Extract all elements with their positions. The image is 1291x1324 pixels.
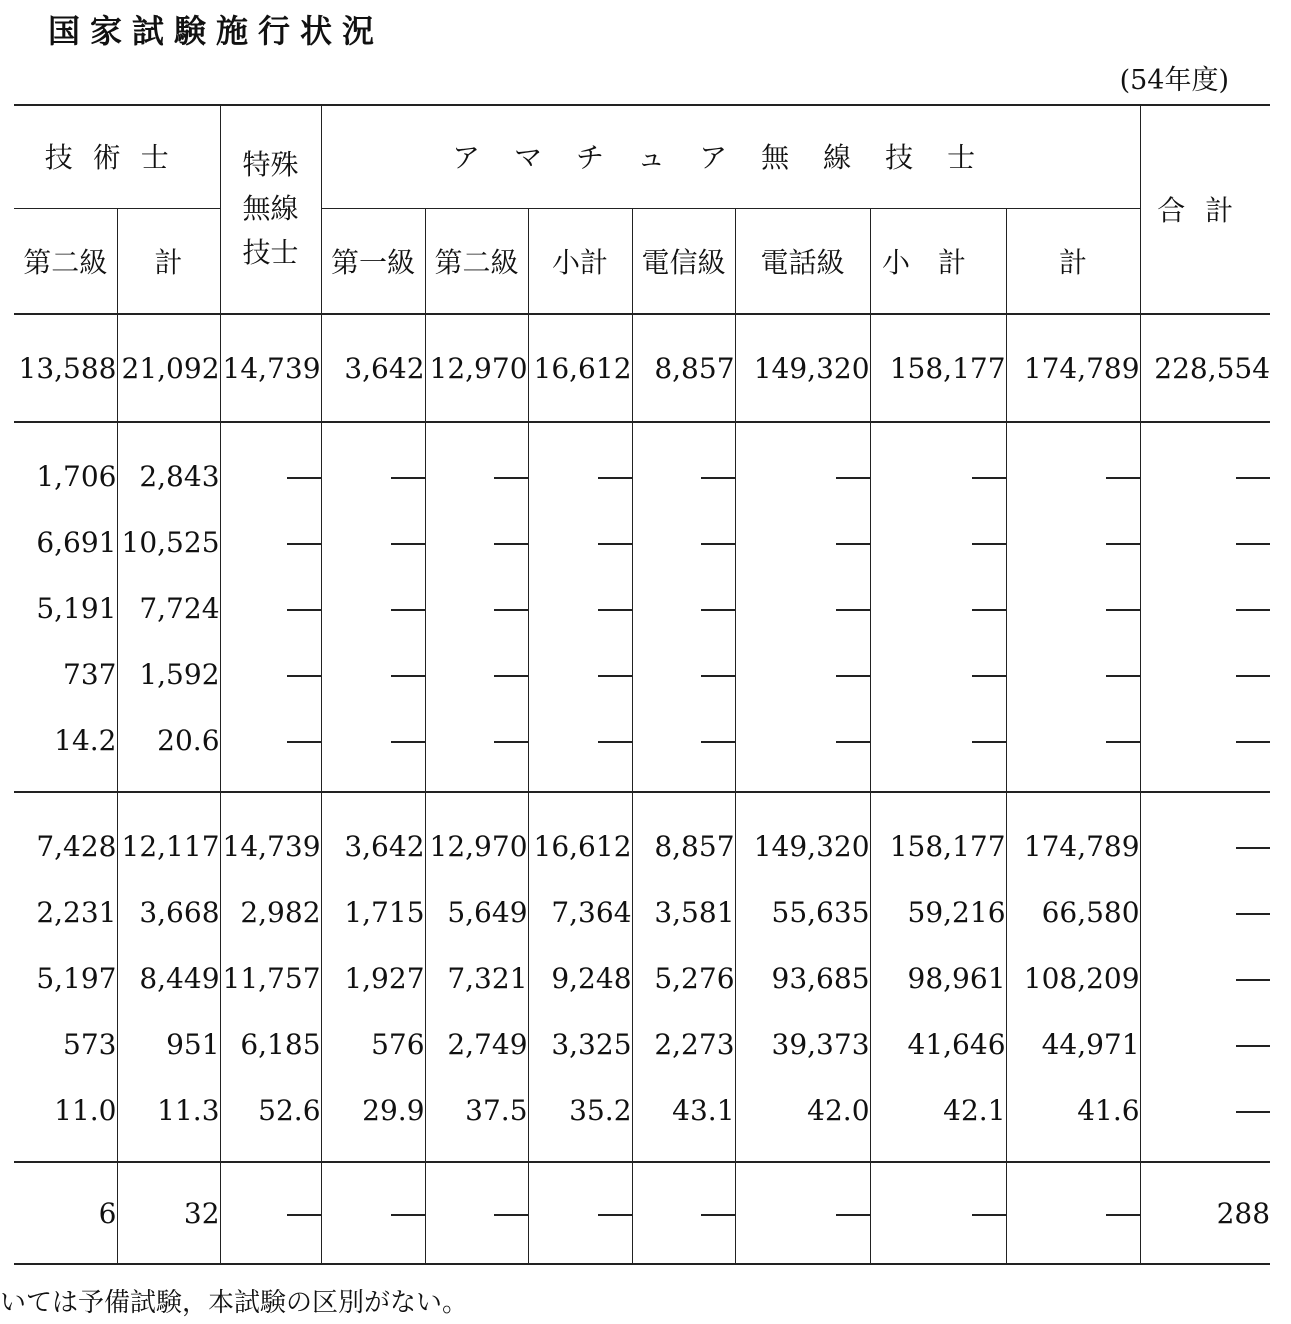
table-cell xyxy=(870,423,1006,509)
table-cell xyxy=(632,641,735,707)
dash-mark xyxy=(972,609,1006,611)
table-cell: 29.9 xyxy=(321,1077,425,1162)
table-cell xyxy=(1140,509,1270,575)
table-cell: 174,789 xyxy=(1006,793,1140,879)
table-cell xyxy=(321,575,425,641)
table-cell: 3,581 xyxy=(632,879,735,945)
table-cell: 44,971 xyxy=(1006,1011,1140,1077)
dash-mark xyxy=(598,741,632,743)
table-cell: 6 xyxy=(14,1163,117,1264)
table-cell xyxy=(1006,575,1140,641)
dash-mark xyxy=(836,741,870,743)
table-cell: 149,320 xyxy=(735,314,870,422)
dash-mark xyxy=(1236,477,1270,479)
table-cell: 7,724 xyxy=(117,575,220,641)
table-cell xyxy=(735,575,870,641)
table-cell: 737 xyxy=(63,657,117,691)
table-cell xyxy=(425,1163,528,1264)
dash-mark xyxy=(1236,609,1270,611)
table-cell: 3,642 xyxy=(321,793,425,879)
dash-mark xyxy=(287,741,321,743)
dash-mark xyxy=(836,543,870,545)
table-cell: 14.2 xyxy=(54,723,117,757)
table-cell: 1,715 xyxy=(321,879,425,945)
subheader-cell: 第二級 xyxy=(425,209,528,315)
dash-mark xyxy=(598,543,632,545)
table-cell: 32 xyxy=(117,1163,220,1264)
table-row xyxy=(14,707,1270,792)
subheader-cell: 小計 xyxy=(528,209,632,315)
table-cell: 228,554 xyxy=(1140,314,1270,422)
table-cell xyxy=(528,423,632,509)
table-cell xyxy=(870,575,1006,641)
table-cell: 14,739 xyxy=(220,314,321,422)
dash-mark xyxy=(494,543,528,545)
table-row xyxy=(14,314,1270,422)
table-cell: 288 xyxy=(1140,1163,1270,1264)
header-tokushu: 特殊 無線 技士 xyxy=(220,104,321,314)
table-row xyxy=(14,1077,1270,1162)
dash-mark xyxy=(598,609,632,611)
table-cell: 13,588 xyxy=(18,351,117,385)
dash-mark xyxy=(1236,675,1270,677)
page-title: 国家試験施行状況 xyxy=(48,12,385,50)
table-cell xyxy=(735,707,870,792)
dash-mark xyxy=(836,477,870,479)
table-cell: 5,649 xyxy=(425,879,528,945)
table-cell: 98,961 xyxy=(870,945,1006,1011)
table-cell xyxy=(1006,641,1140,707)
table-cell: 8,857 xyxy=(632,314,735,422)
table-cell: 2,273 xyxy=(632,1011,735,1077)
dash-mark xyxy=(391,741,425,743)
table-cell xyxy=(321,1163,425,1264)
table-cell xyxy=(425,575,528,641)
subheader-cell: 小計 xyxy=(870,209,1006,315)
dash-mark xyxy=(1236,913,1270,915)
table-cell xyxy=(321,423,425,509)
table-cell: 12,970 xyxy=(425,314,528,422)
table-cell xyxy=(1140,575,1270,641)
dash-mark xyxy=(1236,741,1270,743)
dash-mark xyxy=(287,1214,321,1216)
dash-mark xyxy=(1106,543,1140,545)
table-cell xyxy=(220,509,321,575)
dash-mark xyxy=(701,477,735,479)
table-cell xyxy=(321,509,425,575)
dash-mark xyxy=(287,609,321,611)
table-cell: 1,706 xyxy=(36,459,117,493)
table-cell xyxy=(528,1163,632,1264)
dash-mark xyxy=(972,477,1006,479)
subheader-cell: 第二級 xyxy=(14,209,117,315)
dash-mark xyxy=(701,741,735,743)
table-cell xyxy=(735,1163,870,1264)
table-row xyxy=(14,641,1270,707)
table-cell: 3,668 xyxy=(117,879,220,945)
dash-mark xyxy=(972,675,1006,677)
table-cell: 9,248 xyxy=(528,945,632,1011)
table-cell xyxy=(425,423,528,509)
dash-mark xyxy=(1106,1214,1140,1216)
table-cell: 951 xyxy=(117,1011,220,1077)
table-cell: 576 xyxy=(321,1011,425,1077)
dash-mark xyxy=(1106,609,1140,611)
table-cell: 7,364 xyxy=(528,879,632,945)
table-cell: 1,927 xyxy=(321,945,425,1011)
table-cell: 6,185 xyxy=(220,1011,321,1077)
table-row xyxy=(14,509,1270,575)
table-cell: 42.0 xyxy=(735,1077,870,1162)
table-cell: 8,857 xyxy=(632,793,735,879)
table-cell xyxy=(1140,1077,1270,1162)
dash-mark xyxy=(598,1214,632,1216)
table-cell xyxy=(1140,423,1270,509)
table-cell: 59,216 xyxy=(870,879,1006,945)
table-cell: 2,749 xyxy=(425,1011,528,1077)
table-cell: 55,635 xyxy=(735,879,870,945)
table-cell: 12,117 xyxy=(117,793,220,879)
dash-mark xyxy=(836,609,870,611)
header-grand-total: 合計 xyxy=(1140,104,1270,314)
table-cell: 2,843 xyxy=(117,423,220,509)
table-cell: 11.0 xyxy=(54,1093,117,1127)
dash-mark xyxy=(494,675,528,677)
dash-mark xyxy=(287,543,321,545)
table-cell: 2,982 xyxy=(220,879,321,945)
table-cell xyxy=(220,641,321,707)
table-cell xyxy=(528,641,632,707)
table-cell xyxy=(1140,641,1270,707)
dash-mark xyxy=(1236,847,1270,849)
table-cell: 8,449 xyxy=(117,945,220,1011)
dash-mark xyxy=(598,477,632,479)
table-cell: 158,177 xyxy=(870,314,1006,422)
table-cell xyxy=(1140,945,1270,1011)
table-cell: 11.3 xyxy=(117,1077,220,1162)
table-row xyxy=(14,1011,1270,1077)
table-cell xyxy=(425,707,528,792)
table-cell: 37.5 xyxy=(425,1077,528,1162)
subheader-cell: 電話級 xyxy=(735,209,870,315)
dash-mark xyxy=(836,675,870,677)
table-cell: 2,231 xyxy=(36,895,117,929)
subheader-cell: 第一級 xyxy=(321,209,425,315)
table-cell: 11,757 xyxy=(220,945,321,1011)
header-amateur: アマチュア無線技士 xyxy=(321,104,1140,209)
dash-mark xyxy=(1236,543,1270,545)
table-cell: 10,525 xyxy=(117,509,220,575)
table-row xyxy=(14,423,1270,509)
dash-mark xyxy=(701,1214,735,1216)
table-cell xyxy=(1140,1011,1270,1077)
table-cell xyxy=(321,707,425,792)
dash-mark xyxy=(1236,1045,1270,1047)
table-cell xyxy=(632,509,735,575)
dash-mark xyxy=(494,1214,528,1216)
table-cell: 7,428 xyxy=(36,829,117,863)
table-cell xyxy=(425,509,528,575)
table-cell: 3,325 xyxy=(528,1011,632,1077)
dash-mark xyxy=(391,609,425,611)
dash-mark xyxy=(701,609,735,611)
dash-mark xyxy=(1106,675,1140,677)
dash-mark xyxy=(391,477,425,479)
table-cell xyxy=(1006,707,1140,792)
dash-mark xyxy=(287,675,321,677)
table-cell xyxy=(528,509,632,575)
table-cell: 5,191 xyxy=(36,591,117,625)
dash-mark xyxy=(972,543,1006,545)
dash-mark xyxy=(701,543,735,545)
dash-mark xyxy=(972,1214,1006,1216)
table-cell: 35.2 xyxy=(528,1077,632,1162)
table-cell: 3,642 xyxy=(321,314,425,422)
footnote: いては予備試験，本試験の区別がない。 xyxy=(0,1288,469,1318)
table-cell xyxy=(1140,879,1270,945)
table-cell xyxy=(528,575,632,641)
dash-mark xyxy=(836,1214,870,1216)
table-cell: 41,646 xyxy=(870,1011,1006,1077)
dash-mark xyxy=(972,741,1006,743)
dash-mark xyxy=(701,675,735,677)
table-cell xyxy=(220,1163,321,1264)
table-cell: 5,197 xyxy=(36,961,117,995)
table-cell xyxy=(870,509,1006,575)
dash-mark xyxy=(1236,1111,1270,1113)
dash-mark xyxy=(1106,741,1140,743)
table-cell: 66,580 xyxy=(1006,879,1140,945)
table-cell xyxy=(528,707,632,792)
exam-status-table xyxy=(14,104,1270,1265)
table-cell xyxy=(870,707,1006,792)
table-cell: 14,739 xyxy=(220,793,321,879)
table-cell xyxy=(632,423,735,509)
table-cell: 41.6 xyxy=(1006,1077,1140,1162)
table-cell xyxy=(632,575,735,641)
table-cell xyxy=(1140,793,1270,879)
table-cell: 6,691 xyxy=(36,525,117,559)
subheader-cell: 計 xyxy=(117,209,220,315)
table-cell: 16,612 xyxy=(528,314,632,422)
table-cell xyxy=(1006,509,1140,575)
table-cell xyxy=(870,1163,1006,1264)
table-row xyxy=(14,945,1270,1011)
dash-mark xyxy=(287,477,321,479)
table-cell xyxy=(870,641,1006,707)
dash-mark xyxy=(391,1214,425,1216)
table-row xyxy=(14,793,1270,879)
table-cell xyxy=(735,509,870,575)
table-cell xyxy=(220,423,321,509)
table-cell xyxy=(321,641,425,707)
dash-mark xyxy=(494,741,528,743)
table-cell xyxy=(220,575,321,641)
table-cell: 108,209 xyxy=(1006,945,1140,1011)
table-cell xyxy=(1140,707,1270,792)
table-cell: 149,320 xyxy=(735,793,870,879)
table-cell xyxy=(632,1163,735,1264)
table-cell xyxy=(1006,423,1140,509)
subheader-cell: 電信級 xyxy=(632,209,735,315)
subheader-cell: 計 xyxy=(1006,209,1140,315)
fiscal-year-label: (54年度) xyxy=(1119,65,1229,96)
dash-mark xyxy=(1106,477,1140,479)
table-cell: 573 xyxy=(63,1027,117,1061)
table-cell: 93,685 xyxy=(735,945,870,1011)
header-gijutsushi: 技術士 xyxy=(14,104,220,209)
table-row xyxy=(14,879,1270,945)
dash-mark xyxy=(494,477,528,479)
table-cell: 20.6 xyxy=(117,707,220,792)
table-cell: 39,373 xyxy=(735,1011,870,1077)
table-cell xyxy=(735,641,870,707)
dash-mark xyxy=(1236,979,1270,981)
table-cell xyxy=(632,707,735,792)
table-cell: 1,592 xyxy=(117,641,220,707)
table-cell xyxy=(220,707,321,792)
table-cell: 12,970 xyxy=(425,793,528,879)
table-cell: 52.6 xyxy=(220,1077,321,1162)
dash-mark xyxy=(391,543,425,545)
table-cell: 158,177 xyxy=(870,793,1006,879)
table-cell: 42.1 xyxy=(870,1077,1006,1162)
table-cell: 16,612 xyxy=(528,793,632,879)
table-row xyxy=(14,575,1270,641)
table-cell: 7,321 xyxy=(425,945,528,1011)
table-cell: 174,789 xyxy=(1006,314,1140,422)
table-row xyxy=(14,1163,1270,1264)
table-cell xyxy=(1006,1163,1140,1264)
dash-mark xyxy=(494,609,528,611)
table-cell xyxy=(425,641,528,707)
dash-mark xyxy=(598,675,632,677)
dash-mark xyxy=(391,675,425,677)
table-cell: 5,276 xyxy=(632,945,735,1011)
table-cell xyxy=(735,423,870,509)
table-cell: 43.1 xyxy=(632,1077,735,1162)
table-cell: 21,092 xyxy=(117,314,220,422)
